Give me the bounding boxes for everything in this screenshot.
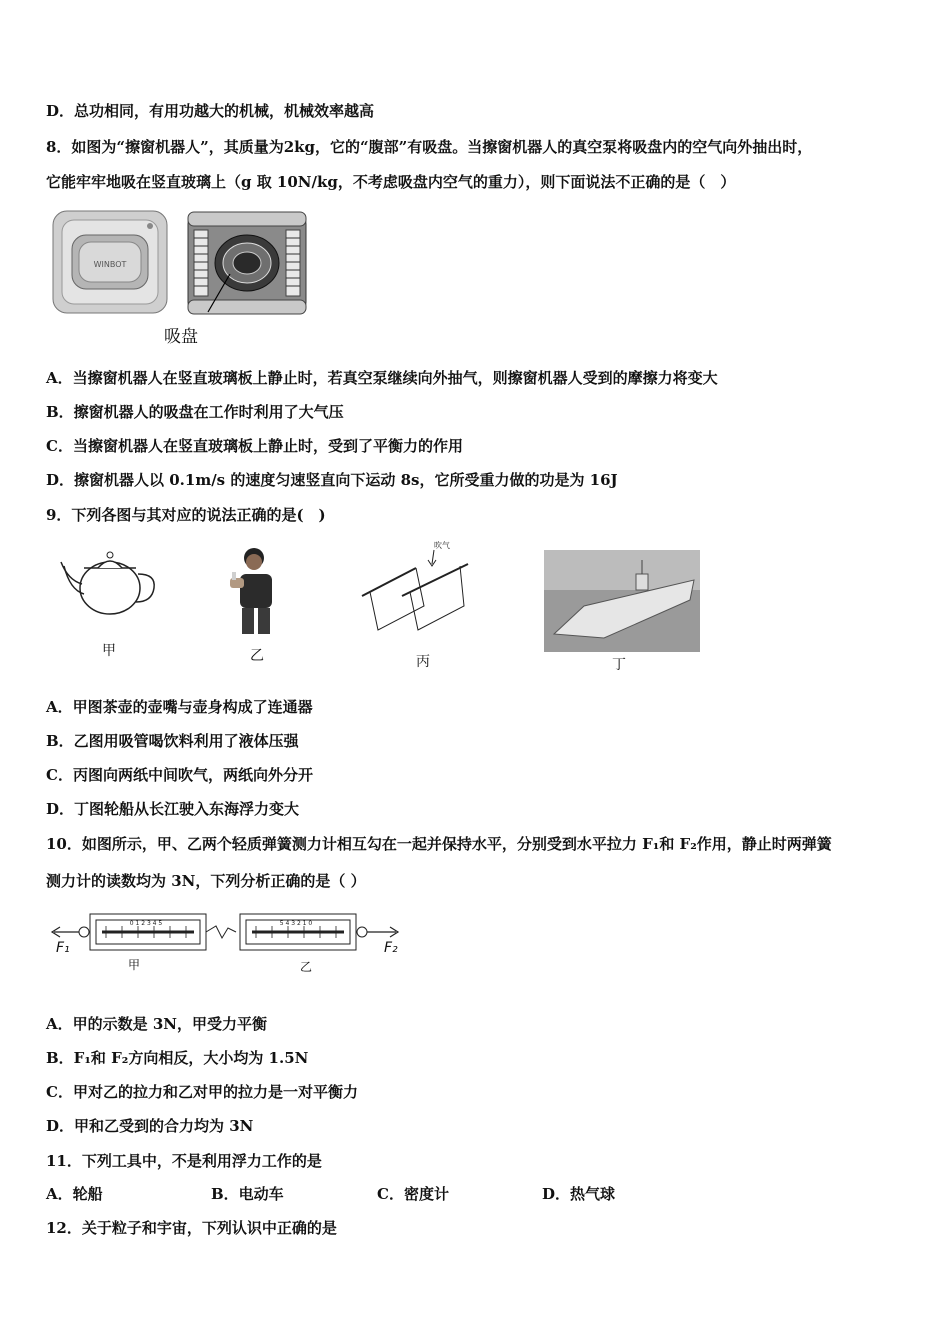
- q10-option-d: D．甲和乙受到的合力均为 3N: [46, 1117, 254, 1135]
- spring-scales-image: [50, 908, 410, 972]
- boy-drinking-image: [218, 546, 284, 636]
- q11-option-a: A．轮船: [46, 1185, 103, 1203]
- q8-option-c: C．当擦窗机器人在竖直玻璃板上静止时，受到了平衡力的作用: [46, 437, 463, 455]
- robot-brand-text: WINBOT: [93, 260, 127, 269]
- q8-stem-line2: 它能牢牢地吸在竖直玻璃上（g 取 10N/kg，不考虑吸盘内空气的重力），则下面说法不正确的是（ ）: [46, 173, 736, 191]
- q8-option-b: B．擦窗机器人的吸盘在工作时利用了大气压: [46, 403, 344, 421]
- scale-yi-ticks: 5 4 3 2 1 0: [279, 920, 313, 927]
- q11-option-d: D．热气球: [542, 1185, 616, 1203]
- q7-option-d: D．总功相同，有用功越大的机械，机械效率越高: [46, 102, 375, 120]
- q9-option-a: A．甲图茶壶的壶嘴与壶身构成了连通器: [46, 698, 313, 716]
- fig-label-jia: 甲: [102, 643, 116, 659]
- q9-stem: 9．下列各图与其对应的说法正确的是( ): [46, 506, 326, 524]
- q12-stem: 12．关于粒子和宇宙，下列认识中正确的是: [46, 1219, 337, 1237]
- q8-option-a: A．当擦窗机器人在竖直玻璃板上静止时，若真空泵继续向外抽气，则擦窗机器人受到的摩擦力将变大: [46, 369, 718, 387]
- force-f2-label: F₂: [384, 940, 398, 956]
- q9-option-b: B．乙图用吸管喝饮料利用了液体压强: [46, 732, 299, 750]
- teapot-image: [58, 548, 158, 618]
- force-f1-label: F₁: [56, 940, 70, 956]
- window-robot-bottom-image: [186, 208, 308, 318]
- q11-option-b: B．电动车: [211, 1185, 284, 1203]
- aircraft-carrier-image: [544, 550, 700, 652]
- q11-stem: 11．下列工具中，不是利用浮力工作的是: [46, 1152, 322, 1170]
- suction-cup-label: 吸盘: [164, 327, 198, 347]
- q10-stem-line1: 10．如图所示，甲、乙两个轻质弹簧测力计相互勾在一起并保持水平，分别受到水平拉力 F₁和 F₂作用，静止时两弹簧: [46, 835, 832, 853]
- q8-stem-line1: 8．如图为“擦窗机器人”，其质量为2kg，它的“腹部”有吸盘。当擦窗机器人的真空泵将吸盘内的空气向外抽出时，: [46, 138, 813, 156]
- q10-option-b: B．F₁和 F₂方向相反，大小均为 1.5N: [46, 1049, 309, 1067]
- scale-label-yi: 乙: [300, 960, 313, 974]
- q10-stem-line2: 测力计的读数均为 3N，下列分析正确的是（ ）: [46, 872, 366, 890]
- q10-option-a: A．甲的示数是 3N，甲受力平衡: [46, 1015, 268, 1033]
- window-robot-front-image: [52, 210, 170, 316]
- scale-jia-ticks: 0 1 2 3 4 5: [129, 920, 163, 927]
- q10-option-c: C．甲对乙的拉力和乙对甲的拉力是一对平衡力: [46, 1083, 358, 1101]
- q9-option-c: C．丙图向两纸中间吹气，两纸向外分开: [46, 766, 313, 784]
- fig-label-bing: 丙: [416, 654, 430, 670]
- blow-air-label: 吹气: [434, 541, 450, 550]
- q8-option-d: D．擦窗机器人以 0.1m/s 的速度匀速竖直向下运动 8s，它所受重力做的功是为 16J: [46, 471, 618, 489]
- fig-label-ding: 丁: [612, 657, 626, 673]
- scale-label-jia: 甲: [128, 958, 141, 972]
- fig-label-yi: 乙: [250, 648, 264, 664]
- q11-option-c: C．密度计: [377, 1185, 449, 1203]
- q9-option-d: D．丁图轮船从长江驶入东海浮力变大: [46, 800, 300, 818]
- paper-blowing-image: [356, 540, 476, 640]
